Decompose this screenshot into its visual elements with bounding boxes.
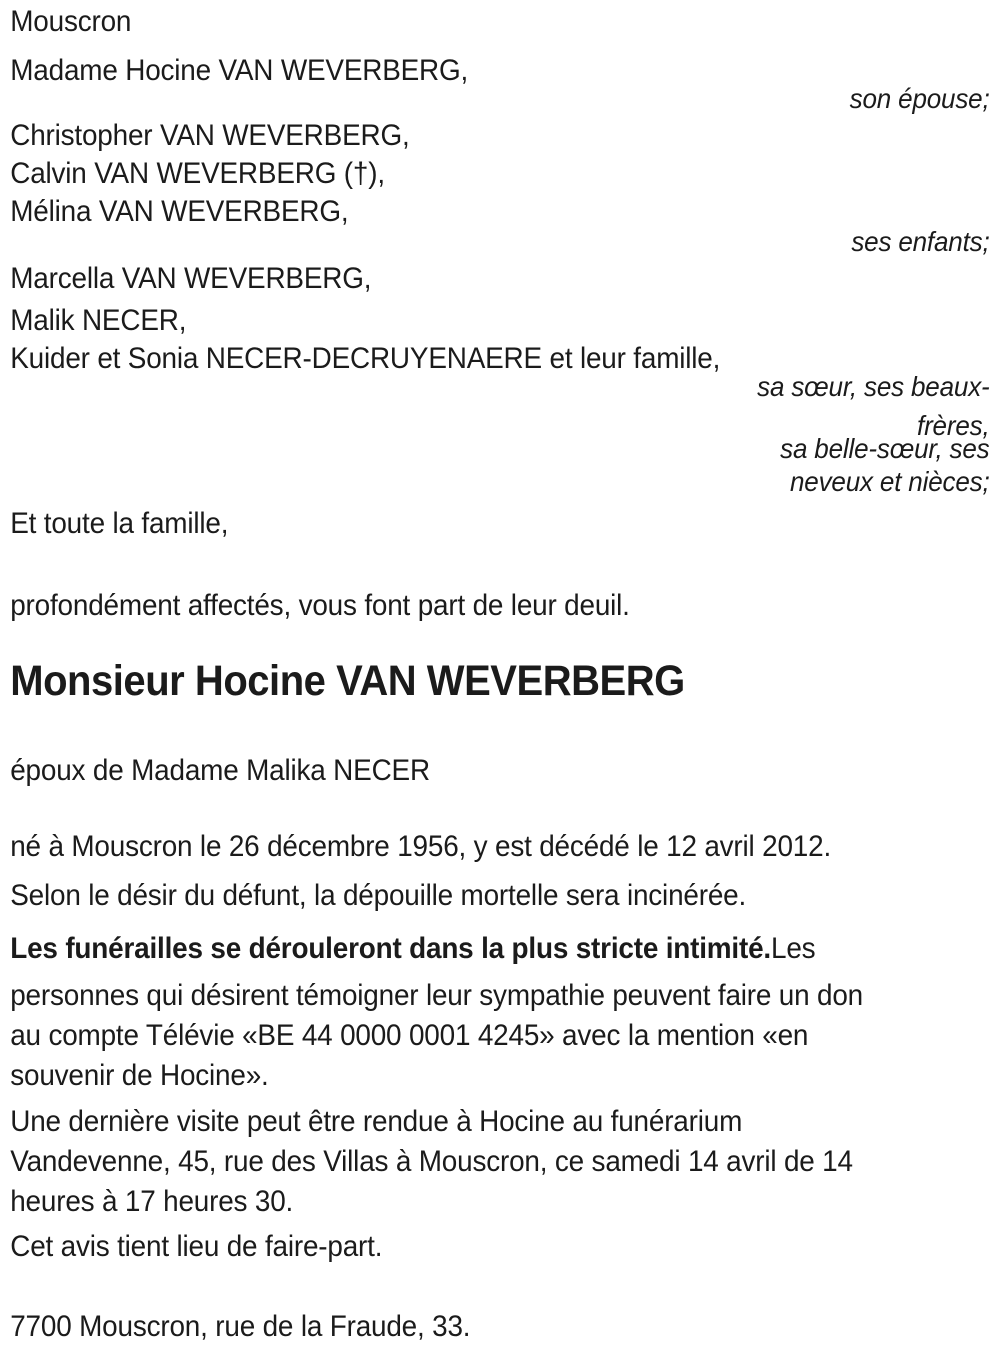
visit-line-2: Vandevenne, 45, rue des Villas à Mouscron, ce samedi 14 avril de 14 <box>10 1145 853 1178</box>
birth-death-line: né à Mouscron le 26 décembre 1956, y est décédé le 12 avril 2012. <box>10 830 832 863</box>
child-3-line: Mélina VAN WEVERBERG, <box>10 195 349 228</box>
relative-3-line: Kuider et Sonia NECER-DECRUYENAERE et leur famille, <box>10 342 721 375</box>
spouse-name-line: Madame Hocine VAN WEVERBERG, <box>10 54 469 87</box>
spouse-role-line: son épouse; <box>849 83 990 114</box>
notice-statement-line: Cet avis tient lieu de faire-part. <box>10 1230 383 1263</box>
funeral-line-4: souvenir de Hocine». <box>10 1059 269 1092</box>
funeral-line-2: personnes qui désirent témoigner leur sympathie peuvent faire un don <box>10 979 864 1012</box>
child-1-line: Christopher VAN WEVERBERG, <box>10 119 410 152</box>
relatives-role-line-1: sa sœur, ses beaux- <box>757 371 990 402</box>
deceased-name-heading: Monsieur Hocine VAN WEVERBERG <box>10 657 685 705</box>
family-line: Et toute la famille, <box>10 507 229 540</box>
funeral-line-3: au compte Télévie «BE 44 0000 0001 4245» avec la mention «en <box>10 1019 809 1052</box>
spouse-of-line: époux de Madame Malika NECER <box>10 754 430 787</box>
relatives-role-line-3: sa belle-sœur, ses <box>780 433 990 464</box>
city-line: Mouscron <box>10 5 132 38</box>
funeral-privacy-bold: Les funérailles se dérouleront dans la plus stricte intimité. <box>10 932 771 965</box>
relative-2-line: Malik NECER, <box>10 304 187 337</box>
children-role-line: ses enfants; <box>851 226 990 257</box>
relatives-role-line-2: frères, <box>917 410 990 441</box>
funeral-line-1 <box>10 934 815 964</box>
visit-line-3: heures à 17 heures 30. <box>10 1185 294 1218</box>
child-2-line: Calvin VAN WEVERBERG (†), <box>10 157 385 190</box>
funeral-line-1-rest: Les <box>770 932 816 965</box>
relatives-role-line-4: neveux et nièces; <box>790 466 990 497</box>
visit-line-1: Une dernière visite peut être rendue à Hocine au funérarium <box>10 1105 743 1138</box>
cremation-line: Selon le désir du défunt, la dépouille mortelle sera incinérée. <box>10 879 747 912</box>
address-line: 7700 Mouscron, rue de la Fraude, 33. <box>10 1310 471 1343</box>
grief-line: profondément affectés, vous font part de leur deuil. <box>10 589 630 622</box>
relative-1-line: Marcella VAN WEVERBERG, <box>10 262 372 295</box>
